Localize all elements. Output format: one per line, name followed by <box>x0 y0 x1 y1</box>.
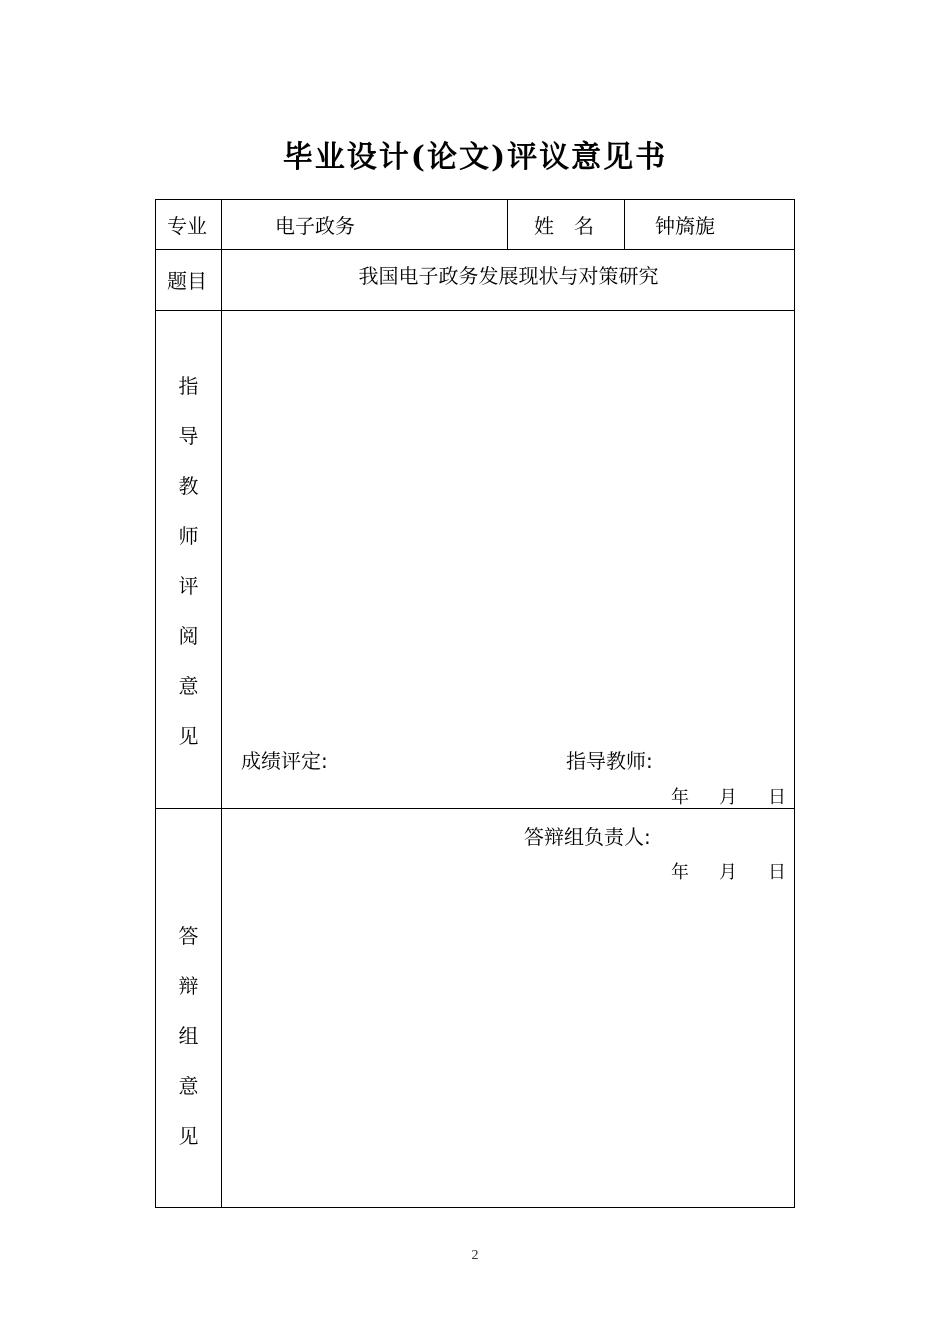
label-char: 导 <box>178 424 199 448</box>
label-char: 见 <box>178 724 199 748</box>
name-value: 钟旖旎 <box>655 214 715 238</box>
advisor-comments-label <box>156 361 221 761</box>
label-char: 意 <box>178 674 199 698</box>
grade-label: 成绩评定: <box>241 749 328 773</box>
column-divider <box>624 200 625 249</box>
row-divider <box>156 310 794 311</box>
label-char: 阅 <box>178 624 199 648</box>
label-char: 评 <box>178 574 199 598</box>
label-column-divider <box>221 200 222 1208</box>
label-char: 组 <box>178 1024 199 1048</box>
date-month: 月 <box>719 787 737 808</box>
label-char: 师 <box>178 524 199 548</box>
defense-signer-label: 答辩组负责人: <box>524 825 651 849</box>
date-year: 年 <box>671 862 689 883</box>
label-char: 意 <box>178 1074 199 1098</box>
major-value: 电子政务 <box>275 214 355 238</box>
name-label: 姓 名 <box>534 214 594 238</box>
label-char: 指 <box>178 374 199 398</box>
advisor-signer-label: 指导教师: <box>566 749 653 773</box>
evaluation-form-table <box>155 199 795 1208</box>
major-label: 专业 <box>167 214 207 238</box>
topic-label: 题目 <box>167 269 207 293</box>
label-char: 见 <box>178 1124 199 1148</box>
label-char: 答 <box>178 924 199 948</box>
page-number: 2 <box>471 1248 479 1263</box>
date-year: 年 <box>671 787 689 808</box>
document-title: 毕业设计(论文)评议意见书 <box>282 140 668 175</box>
date-day: 日 <box>768 787 786 808</box>
date-month: 月 <box>719 862 737 883</box>
date-day: 日 <box>768 862 786 883</box>
defense-comments-label <box>156 911 221 1161</box>
topic-value: 我国电子政务发展现状与对策研究 <box>358 264 659 288</box>
label-char: 教 <box>178 474 199 498</box>
row-divider <box>156 808 794 809</box>
row-divider <box>156 249 794 250</box>
column-divider <box>507 200 508 249</box>
label-char: 辩 <box>178 974 199 998</box>
